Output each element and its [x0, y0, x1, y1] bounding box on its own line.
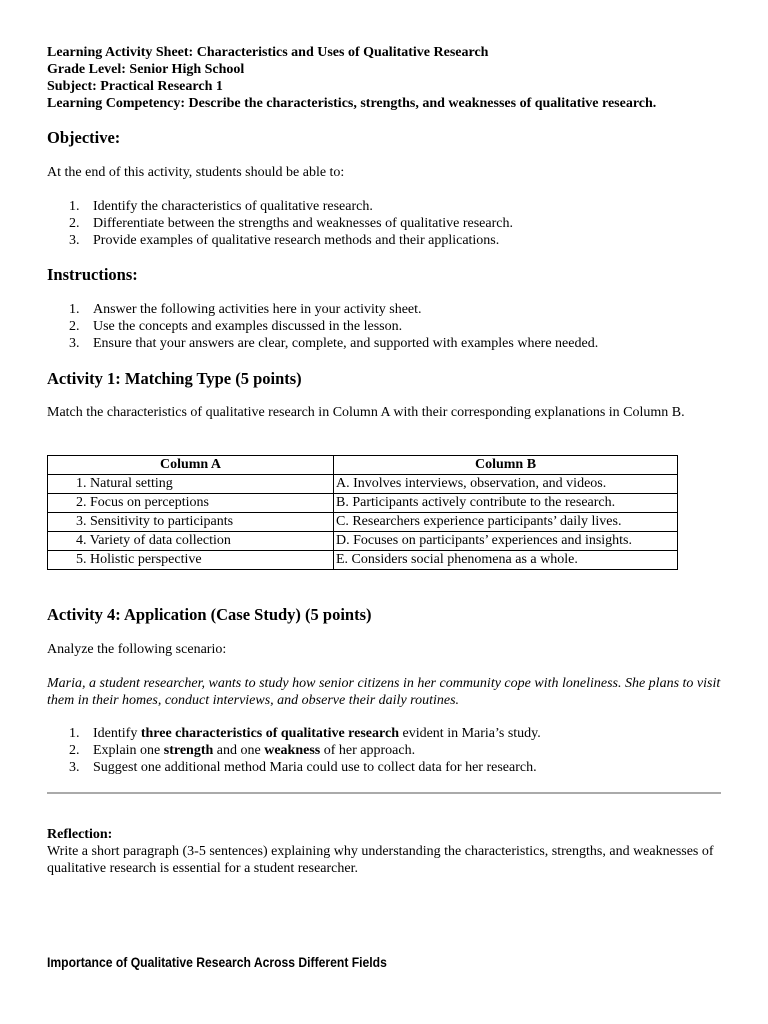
learning-competency: Learning Competency: Describe the characteristics, strengths, and weaknesses of qualitative research. [47, 96, 657, 111]
instructions-list [47, 301, 728, 352]
activity1-heading: Activity 1: Matching Type (5 points) [47, 369, 302, 388]
column-a-header: Column A [48, 456, 334, 475]
list-item: 2. Explain one strength and one weakness of her approach. [69, 743, 416, 758]
matching-table [47, 455, 678, 570]
table-row: 3. Sensitivity to participants C. Researchers experience participants’ daily lives. [48, 513, 678, 532]
case-scenario: Maria, a student researcher, wants to study how senior citizens in her community cope with loneliness. She plans to visit them in their homes, conduct interviews, and observe their daily routines. [47, 676, 721, 708]
activity1-intro: Match the characteristics of qualitative research in Column A with their corresponding explanations in Column B. [47, 405, 685, 420]
case-questions-list [47, 725, 728, 776]
sheet-title: Learning Activity Sheet: Characteristics and Uses of Qualitative Research [47, 45, 489, 60]
list-item: 1. Identify the characteristics of qualitative research. [69, 199, 373, 214]
sheet-header [47, 44, 728, 112]
section-divider [47, 792, 721, 794]
subject: Subject: Practical Research 1 [47, 79, 223, 94]
objective-section [47, 128, 728, 148]
objective-heading: Objective: [47, 128, 121, 147]
activity4-intro: Analyze the following scenario: [47, 642, 227, 657]
objective-intro: At the end of this activity, students should be able to: [47, 165, 345, 180]
list-item: 1. Identify three characteristics of qualitative research evident in Maria’s study. [69, 726, 541, 741]
instructions-heading: Instructions: [47, 265, 138, 284]
table-header-row [48, 456, 678, 475]
activity4-heading: Activity 4: Application (Case Study) (5 points) [47, 605, 372, 624]
table-row: 2. Focus on perceptions B. Participants actively contribute to the research. [48, 494, 678, 513]
reflection-text: Write a short paragraph (3-5 sentences) explaining why understanding the characteristics, strengths, and weaknesses of qualitative research is essential for a student researcher. [47, 844, 714, 876]
list-item: 3. Provide examples of qualitative research methods and their applications. [69, 233, 500, 248]
column-b-header: Column B [334, 456, 678, 475]
footer-heading: Importance of Qualitative Research Across Different Fields [47, 955, 387, 970]
grade-level: Grade Level: Senior High School [47, 62, 245, 77]
list-item: 2. Use the concepts and examples discussed in the lesson. [69, 319, 403, 334]
list-item: 1. Answer the following activities here in your activity sheet. [69, 302, 422, 317]
list-item: 3. Ensure that your answers are clear, complete, and supported with examples where needed. [69, 336, 599, 351]
objective-list [47, 198, 728, 249]
list-item: 3. Suggest one additional method Maria could use to collect data for her research. [69, 760, 537, 775]
list-item: 2. Differentiate between the strengths and weaknesses of qualitative research. [69, 216, 513, 231]
table-row: 5. Holistic perspective E. Considers social phenomena as a whole. [48, 551, 678, 570]
reflection-heading: Reflection: [47, 827, 113, 842]
table-row: 1. Natural setting A. Involves interviews, observation, and videos. [48, 475, 678, 494]
table-row: 4. Variety of data collection D. Focuses on participants’ experiences and insights. [48, 532, 678, 551]
